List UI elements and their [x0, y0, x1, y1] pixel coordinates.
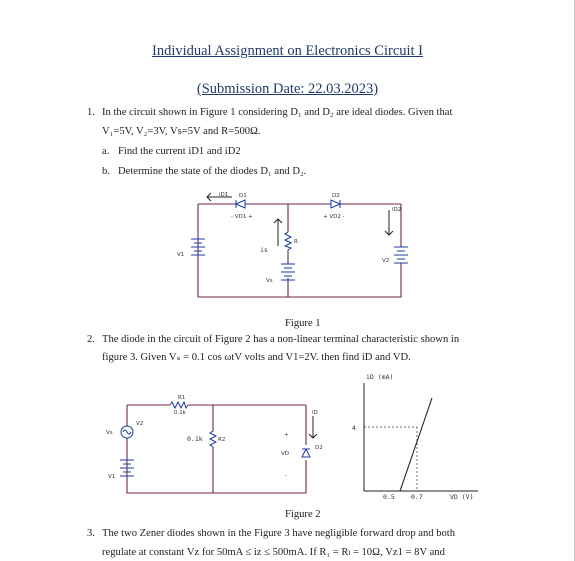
label-is: is [260, 246, 268, 254]
label-r2: R2 [218, 437, 226, 443]
label-r1-value: 0.1k [174, 410, 186, 416]
label-d2: D2 [332, 193, 340, 199]
label-vd1: - VD1 + [231, 214, 253, 220]
label-plus: + [284, 432, 289, 438]
label-d1: D1 [239, 193, 247, 199]
label-r: R [294, 239, 298, 245]
q1a-label: a. [102, 146, 110, 157]
q1-number: 1. [87, 107, 95, 118]
label-r2-value: 0.1k [187, 435, 203, 443]
q3-number: 3. [87, 528, 95, 539]
label-id2: iD2 [392, 207, 402, 213]
q1b-text: Determine the state of the diodes D₁ and D₂. [118, 166, 307, 177]
label-id-fig2: iD [312, 410, 318, 416]
submission-date: (Submission Date: 22.03.2023) [196, 81, 379, 97]
x-tick-0-7: 0.7 [411, 493, 423, 501]
q1b-label: b. [102, 166, 110, 177]
label-r1: R1 [178, 395, 186, 401]
y-tick-4: 4 [352, 424, 356, 432]
assignment-title: Individual Assignment on Electronics Circuit I [151, 43, 424, 59]
label-vs-fig2: Vs [106, 430, 113, 436]
q1-line2: V₁=5V, V₂=3V, Vs=5V and R=500Ω. [102, 126, 261, 137]
label-v2: V2 [382, 258, 390, 264]
label-v1: V1 [177, 252, 185, 258]
q2-line1: The diode in the circuit of Figure 2 has a non-linear terminal characteristic shown in [102, 334, 460, 345]
label-v2-fig2: V2 [136, 421, 144, 427]
q1-line1: In the circuit shown in Figure 1 considering D₁ and D₂ are ideal diodes. Given that [102, 107, 453, 118]
characteristic-line [400, 398, 432, 491]
q2-line2: figure 3. Given Vₛ = 0.1 cos ωtV volts and V1=2V. then find iD and VD. [102, 352, 411, 363]
label-id1: iD1 [219, 192, 229, 198]
figure1-caption: Figure 1 [285, 318, 321, 329]
figure2-caption: Figure 2 [285, 509, 321, 520]
x-tick-0-5: 0.5 [383, 493, 395, 501]
q3-line1: The two Zener diodes shown in the Figure 3 have negligible forward drop and both [102, 528, 456, 539]
label-vd2: + VD2 - [323, 214, 345, 220]
label-d2-fig2: D2 [315, 445, 323, 451]
y-axis-label: iD (mA) [366, 373, 394, 381]
q3-line2: regulate at constant Vz for 50mA ≤ iz ≤ 500mA. If R₁ = Rₗ = 10Ω, Vz1 = 8V and [102, 547, 445, 558]
q1a-text: Find the current iD1 and iD2 [118, 146, 241, 157]
label-vd: VD [281, 451, 289, 457]
label-vs: Vs [266, 278, 273, 284]
x-axis-label: VD (V) [450, 493, 474, 501]
label-v1-fig2: V1 [108, 474, 116, 480]
label-minus: - [285, 473, 287, 479]
q2-number: 2. [87, 334, 95, 345]
